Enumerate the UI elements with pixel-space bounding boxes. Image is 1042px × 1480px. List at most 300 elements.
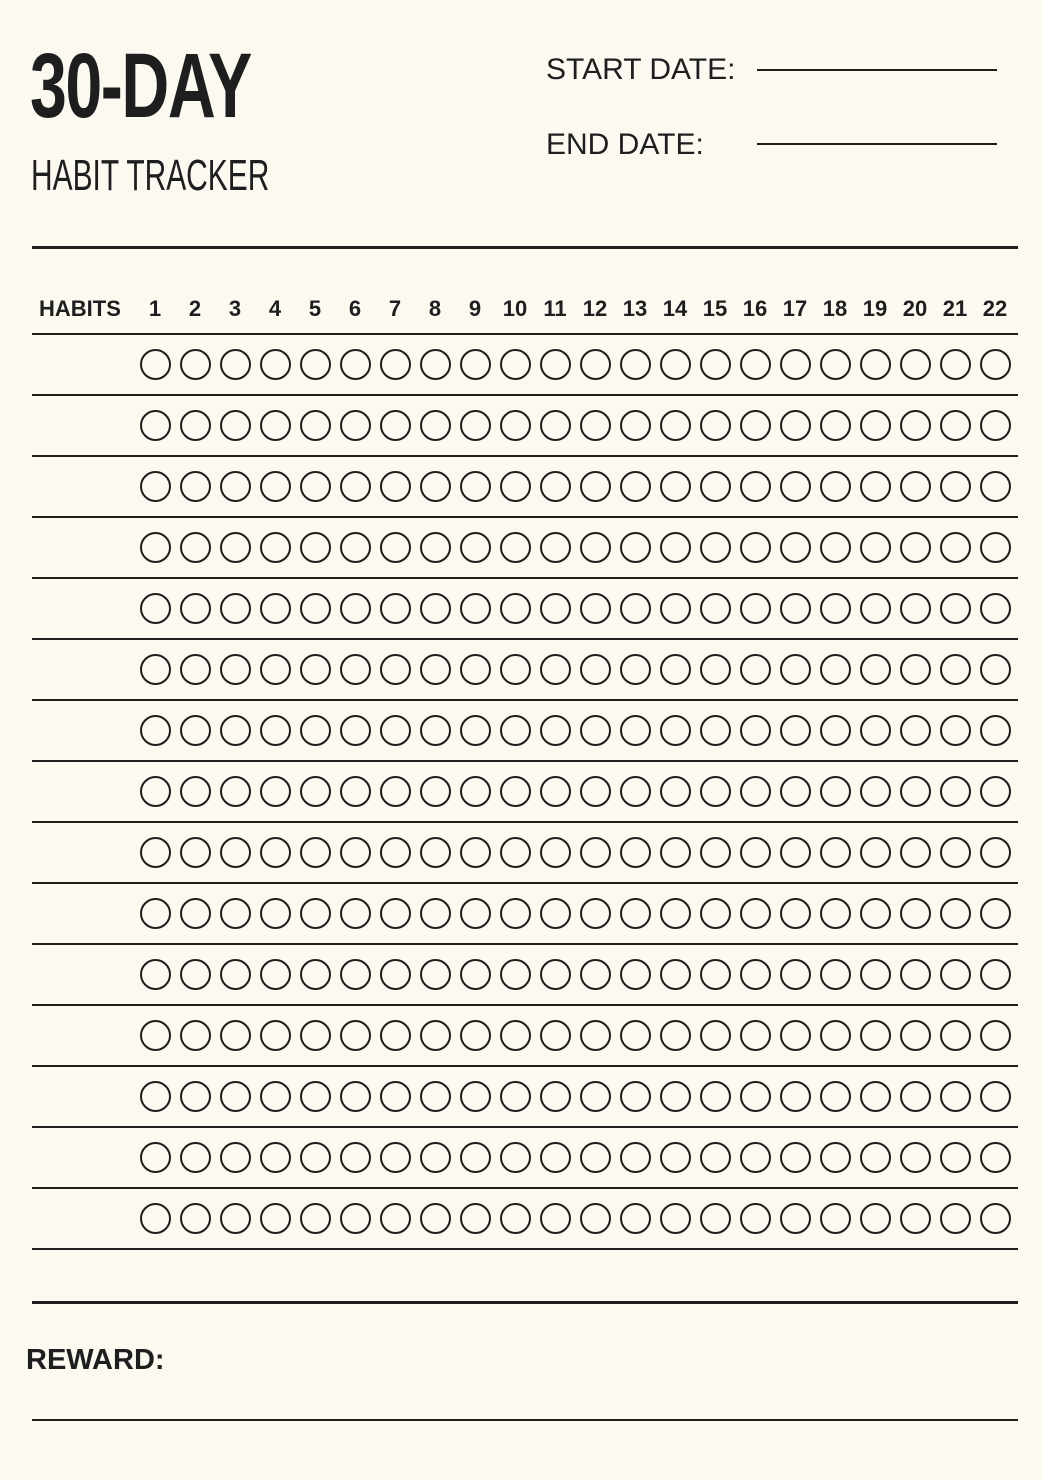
- habit-name-field[interactable]: [32, 945, 132, 1004]
- day-checkbox[interactable]: [420, 715, 451, 746]
- day-checkbox[interactable]: [140, 471, 171, 502]
- day-checkbox[interactable]: [180, 1020, 211, 1051]
- day-checkbox[interactable]: [300, 1142, 331, 1173]
- day-checkbox[interactable]: [660, 471, 691, 502]
- day-checkbox[interactable]: [140, 1020, 171, 1051]
- day-checkbox[interactable]: [620, 898, 651, 929]
- day-checkbox[interactable]: [140, 1142, 171, 1173]
- day-checkbox[interactable]: [260, 349, 291, 380]
- day-checkbox[interactable]: [540, 898, 571, 929]
- day-checkbox[interactable]: [460, 1020, 491, 1051]
- day-checkbox[interactable]: [220, 1203, 251, 1234]
- day-checkbox[interactable]: [900, 898, 931, 929]
- day-checkbox[interactable]: [860, 1020, 891, 1051]
- habit-name-field[interactable]: [32, 1006, 132, 1065]
- day-checkbox[interactable]: [180, 1081, 211, 1112]
- day-checkbox[interactable]: [580, 1081, 611, 1112]
- day-checkbox[interactable]: [740, 593, 771, 624]
- day-checkbox[interactable]: [340, 654, 371, 685]
- day-checkbox[interactable]: [340, 776, 371, 807]
- day-checkbox[interactable]: [900, 1020, 931, 1051]
- day-checkbox[interactable]: [700, 349, 731, 380]
- day-checkbox[interactable]: [500, 410, 531, 441]
- day-checkbox[interactable]: [980, 1203, 1011, 1234]
- day-checkbox[interactable]: [740, 471, 771, 502]
- day-checkbox[interactable]: [220, 349, 251, 380]
- day-checkbox[interactable]: [980, 654, 1011, 685]
- habit-name-field[interactable]: [32, 762, 132, 821]
- day-checkbox[interactable]: [420, 593, 451, 624]
- day-checkbox[interactable]: [700, 1203, 731, 1234]
- day-checkbox[interactable]: [820, 1142, 851, 1173]
- day-checkbox[interactable]: [580, 959, 611, 990]
- day-checkbox[interactable]: [940, 410, 971, 441]
- day-checkbox[interactable]: [540, 410, 571, 441]
- day-checkbox[interactable]: [340, 532, 371, 563]
- day-checkbox[interactable]: [780, 654, 811, 685]
- day-checkbox[interactable]: [580, 593, 611, 624]
- day-checkbox[interactable]: [740, 349, 771, 380]
- day-checkbox[interactable]: [420, 1203, 451, 1234]
- day-checkbox[interactable]: [980, 1081, 1011, 1112]
- day-checkbox[interactable]: [900, 410, 931, 441]
- day-checkbox[interactable]: [140, 410, 171, 441]
- day-checkbox[interactable]: [620, 349, 651, 380]
- day-checkbox[interactable]: [620, 1081, 651, 1112]
- day-checkbox[interactable]: [460, 898, 491, 929]
- day-checkbox[interactable]: [980, 532, 1011, 563]
- day-checkbox[interactable]: [860, 1142, 891, 1173]
- day-checkbox[interactable]: [820, 593, 851, 624]
- day-checkbox[interactable]: [300, 959, 331, 990]
- day-checkbox[interactable]: [500, 715, 531, 746]
- day-checkbox[interactable]: [940, 715, 971, 746]
- day-checkbox[interactable]: [540, 715, 571, 746]
- day-checkbox[interactable]: [580, 837, 611, 868]
- day-checkbox[interactable]: [660, 349, 691, 380]
- day-checkbox[interactable]: [540, 1203, 571, 1234]
- day-checkbox[interactable]: [460, 837, 491, 868]
- day-checkbox[interactable]: [900, 837, 931, 868]
- day-checkbox[interactable]: [340, 1020, 371, 1051]
- day-checkbox[interactable]: [340, 1203, 371, 1234]
- day-checkbox[interactable]: [140, 532, 171, 563]
- day-checkbox[interactable]: [900, 471, 931, 502]
- day-checkbox[interactable]: [540, 837, 571, 868]
- day-checkbox[interactable]: [580, 715, 611, 746]
- day-checkbox[interactable]: [820, 1081, 851, 1112]
- day-checkbox[interactable]: [620, 654, 651, 685]
- day-checkbox[interactable]: [940, 471, 971, 502]
- day-checkbox[interactable]: [820, 532, 851, 563]
- day-checkbox[interactable]: [820, 715, 851, 746]
- day-checkbox[interactable]: [580, 532, 611, 563]
- day-checkbox[interactable]: [780, 1142, 811, 1173]
- day-checkbox[interactable]: [860, 593, 891, 624]
- day-checkbox[interactable]: [860, 410, 891, 441]
- day-checkbox[interactable]: [980, 410, 1011, 441]
- day-checkbox[interactable]: [380, 593, 411, 624]
- day-checkbox[interactable]: [420, 532, 451, 563]
- day-checkbox[interactable]: [260, 532, 291, 563]
- day-checkbox[interactable]: [500, 1142, 531, 1173]
- day-checkbox[interactable]: [220, 1142, 251, 1173]
- day-checkbox[interactable]: [660, 532, 691, 563]
- day-checkbox[interactable]: [580, 898, 611, 929]
- day-checkbox[interactable]: [780, 349, 811, 380]
- day-checkbox[interactable]: [180, 532, 211, 563]
- day-checkbox[interactable]: [980, 898, 1011, 929]
- day-checkbox[interactable]: [940, 898, 971, 929]
- day-checkbox[interactable]: [900, 715, 931, 746]
- day-checkbox[interactable]: [260, 1142, 291, 1173]
- day-checkbox[interactable]: [380, 959, 411, 990]
- day-checkbox[interactable]: [300, 1020, 331, 1051]
- day-checkbox[interactable]: [500, 349, 531, 380]
- day-checkbox[interactable]: [700, 776, 731, 807]
- day-checkbox[interactable]: [700, 1142, 731, 1173]
- day-checkbox[interactable]: [220, 532, 251, 563]
- day-checkbox[interactable]: [780, 1020, 811, 1051]
- day-checkbox[interactable]: [140, 654, 171, 685]
- day-checkbox[interactable]: [460, 532, 491, 563]
- day-checkbox[interactable]: [420, 776, 451, 807]
- habit-name-field[interactable]: [32, 701, 132, 760]
- day-checkbox[interactable]: [340, 471, 371, 502]
- day-checkbox[interactable]: [420, 1081, 451, 1112]
- day-checkbox[interactable]: [300, 654, 331, 685]
- day-checkbox[interactable]: [780, 837, 811, 868]
- day-checkbox[interactable]: [220, 1020, 251, 1051]
- day-checkbox[interactable]: [580, 1203, 611, 1234]
- day-checkbox[interactable]: [260, 837, 291, 868]
- day-checkbox[interactable]: [500, 1203, 531, 1234]
- day-checkbox[interactable]: [660, 898, 691, 929]
- day-checkbox[interactable]: [900, 1081, 931, 1112]
- day-checkbox[interactable]: [500, 654, 531, 685]
- day-checkbox[interactable]: [140, 715, 171, 746]
- day-checkbox[interactable]: [620, 776, 651, 807]
- day-checkbox[interactable]: [300, 593, 331, 624]
- day-checkbox[interactable]: [820, 776, 851, 807]
- day-checkbox[interactable]: [300, 471, 331, 502]
- day-checkbox[interactable]: [860, 1081, 891, 1112]
- day-checkbox[interactable]: [340, 959, 371, 990]
- day-checkbox[interactable]: [740, 654, 771, 685]
- day-checkbox[interactable]: [820, 471, 851, 502]
- day-checkbox[interactable]: [940, 837, 971, 868]
- day-checkbox[interactable]: [460, 959, 491, 990]
- day-checkbox[interactable]: [620, 837, 651, 868]
- day-checkbox[interactable]: [420, 898, 451, 929]
- habit-name-field[interactable]: [32, 640, 132, 699]
- day-checkbox[interactable]: [900, 959, 931, 990]
- day-checkbox[interactable]: [820, 959, 851, 990]
- day-checkbox[interactable]: [940, 349, 971, 380]
- day-checkbox[interactable]: [980, 776, 1011, 807]
- day-checkbox[interactable]: [740, 715, 771, 746]
- habit-name-field[interactable]: [32, 396, 132, 455]
- day-checkbox[interactable]: [500, 1020, 531, 1051]
- day-checkbox[interactable]: [300, 532, 331, 563]
- day-checkbox[interactable]: [900, 654, 931, 685]
- day-checkbox[interactable]: [460, 715, 491, 746]
- day-checkbox[interactable]: [220, 837, 251, 868]
- day-checkbox[interactable]: [500, 776, 531, 807]
- day-checkbox[interactable]: [740, 1142, 771, 1173]
- day-checkbox[interactable]: [300, 349, 331, 380]
- day-checkbox[interactable]: [220, 593, 251, 624]
- day-checkbox[interactable]: [260, 654, 291, 685]
- day-checkbox[interactable]: [260, 1203, 291, 1234]
- day-checkbox[interactable]: [260, 593, 291, 624]
- day-checkbox[interactable]: [380, 1142, 411, 1173]
- day-checkbox[interactable]: [860, 715, 891, 746]
- day-checkbox[interactable]: [180, 349, 211, 380]
- day-checkbox[interactable]: [180, 471, 211, 502]
- day-checkbox[interactable]: [500, 837, 531, 868]
- day-checkbox[interactable]: [180, 898, 211, 929]
- habit-name-field[interactable]: [32, 457, 132, 516]
- day-checkbox[interactable]: [580, 776, 611, 807]
- day-checkbox[interactable]: [580, 1020, 611, 1051]
- day-checkbox[interactable]: [860, 471, 891, 502]
- day-checkbox[interactable]: [700, 654, 731, 685]
- day-checkbox[interactable]: [300, 1203, 331, 1234]
- day-checkbox[interactable]: [900, 1203, 931, 1234]
- day-checkbox[interactable]: [460, 1142, 491, 1173]
- day-checkbox[interactable]: [500, 898, 531, 929]
- day-checkbox[interactable]: [260, 959, 291, 990]
- day-checkbox[interactable]: [220, 654, 251, 685]
- day-checkbox[interactable]: [940, 1081, 971, 1112]
- day-checkbox[interactable]: [940, 593, 971, 624]
- day-checkbox[interactable]: [740, 776, 771, 807]
- day-checkbox[interactable]: [380, 1020, 411, 1051]
- day-checkbox[interactable]: [420, 959, 451, 990]
- day-checkbox[interactable]: [420, 410, 451, 441]
- day-checkbox[interactable]: [700, 471, 731, 502]
- day-checkbox[interactable]: [460, 654, 491, 685]
- day-checkbox[interactable]: [380, 532, 411, 563]
- day-checkbox[interactable]: [820, 1203, 851, 1234]
- day-checkbox[interactable]: [700, 1020, 731, 1051]
- habit-name-field[interactable]: [32, 1189, 132, 1248]
- day-checkbox[interactable]: [460, 410, 491, 441]
- day-checkbox[interactable]: [540, 654, 571, 685]
- day-checkbox[interactable]: [620, 532, 651, 563]
- day-checkbox[interactable]: [380, 349, 411, 380]
- day-checkbox[interactable]: [180, 1142, 211, 1173]
- habit-name-field[interactable]: [32, 1067, 132, 1126]
- day-checkbox[interactable]: [460, 349, 491, 380]
- day-checkbox[interactable]: [780, 776, 811, 807]
- day-checkbox[interactable]: [820, 410, 851, 441]
- day-checkbox[interactable]: [860, 959, 891, 990]
- day-checkbox[interactable]: [500, 532, 531, 563]
- day-checkbox[interactable]: [420, 471, 451, 502]
- day-checkbox[interactable]: [820, 1020, 851, 1051]
- day-checkbox[interactable]: [380, 715, 411, 746]
- day-checkbox[interactable]: [380, 471, 411, 502]
- day-checkbox[interactable]: [780, 1203, 811, 1234]
- day-checkbox[interactable]: [340, 1081, 371, 1112]
- day-checkbox[interactable]: [140, 959, 171, 990]
- day-checkbox[interactable]: [220, 1081, 251, 1112]
- day-checkbox[interactable]: [460, 776, 491, 807]
- day-checkbox[interactable]: [500, 593, 531, 624]
- day-checkbox[interactable]: [820, 349, 851, 380]
- day-checkbox[interactable]: [300, 1081, 331, 1112]
- day-checkbox[interactable]: [780, 532, 811, 563]
- day-checkbox[interactable]: [780, 715, 811, 746]
- day-checkbox[interactable]: [700, 410, 731, 441]
- day-checkbox[interactable]: [300, 410, 331, 441]
- day-checkbox[interactable]: [340, 715, 371, 746]
- day-checkbox[interactable]: [340, 898, 371, 929]
- day-checkbox[interactable]: [900, 532, 931, 563]
- day-checkbox[interactable]: [860, 776, 891, 807]
- day-checkbox[interactable]: [700, 593, 731, 624]
- day-checkbox[interactable]: [660, 776, 691, 807]
- day-checkbox[interactable]: [220, 898, 251, 929]
- day-checkbox[interactable]: [580, 349, 611, 380]
- day-checkbox[interactable]: [260, 471, 291, 502]
- day-checkbox[interactable]: [540, 593, 571, 624]
- day-checkbox[interactable]: [660, 959, 691, 990]
- day-checkbox[interactable]: [380, 410, 411, 441]
- day-checkbox[interactable]: [620, 1203, 651, 1234]
- day-checkbox[interactable]: [980, 837, 1011, 868]
- day-checkbox[interactable]: [940, 1142, 971, 1173]
- day-checkbox[interactable]: [180, 654, 211, 685]
- day-checkbox[interactable]: [740, 1081, 771, 1112]
- day-checkbox[interactable]: [700, 959, 731, 990]
- day-checkbox[interactable]: [180, 1203, 211, 1234]
- start-date-field[interactable]: [757, 69, 997, 71]
- day-checkbox[interactable]: [340, 349, 371, 380]
- day-checkbox[interactable]: [780, 593, 811, 624]
- day-checkbox[interactable]: [900, 776, 931, 807]
- day-checkbox[interactable]: [980, 1020, 1011, 1051]
- day-checkbox[interactable]: [460, 471, 491, 502]
- day-checkbox[interactable]: [620, 593, 651, 624]
- day-checkbox[interactable]: [540, 471, 571, 502]
- day-checkbox[interactable]: [420, 1142, 451, 1173]
- day-checkbox[interactable]: [260, 1020, 291, 1051]
- day-checkbox[interactable]: [380, 837, 411, 868]
- day-checkbox[interactable]: [620, 410, 651, 441]
- day-checkbox[interactable]: [620, 1020, 651, 1051]
- day-checkbox[interactable]: [940, 1203, 971, 1234]
- day-checkbox[interactable]: [940, 776, 971, 807]
- day-checkbox[interactable]: [820, 898, 851, 929]
- day-checkbox[interactable]: [380, 776, 411, 807]
- day-checkbox[interactable]: [260, 715, 291, 746]
- day-checkbox[interactable]: [260, 776, 291, 807]
- day-checkbox[interactable]: [660, 654, 691, 685]
- day-checkbox[interactable]: [340, 837, 371, 868]
- day-checkbox[interactable]: [420, 654, 451, 685]
- day-checkbox[interactable]: [220, 471, 251, 502]
- day-checkbox[interactable]: [740, 837, 771, 868]
- day-checkbox[interactable]: [180, 715, 211, 746]
- day-checkbox[interactable]: [900, 1142, 931, 1173]
- day-checkbox[interactable]: [500, 959, 531, 990]
- day-checkbox[interactable]: [140, 349, 171, 380]
- day-checkbox[interactable]: [860, 349, 891, 380]
- day-checkbox[interactable]: [980, 959, 1011, 990]
- day-checkbox[interactable]: [300, 898, 331, 929]
- habit-name-field[interactable]: [32, 518, 132, 577]
- day-checkbox[interactable]: [540, 349, 571, 380]
- day-checkbox[interactable]: [300, 837, 331, 868]
- day-checkbox[interactable]: [940, 654, 971, 685]
- reward-field[interactable]: [32, 1419, 1018, 1421]
- day-checkbox[interactable]: [620, 715, 651, 746]
- day-checkbox[interactable]: [580, 654, 611, 685]
- day-checkbox[interactable]: [700, 898, 731, 929]
- day-checkbox[interactable]: [460, 1081, 491, 1112]
- habit-name-field[interactable]: [32, 1128, 132, 1187]
- day-checkbox[interactable]: [660, 1020, 691, 1051]
- day-checkbox[interactable]: [540, 1020, 571, 1051]
- day-checkbox[interactable]: [540, 1142, 571, 1173]
- day-checkbox[interactable]: [620, 1142, 651, 1173]
- day-checkbox[interactable]: [420, 1020, 451, 1051]
- day-checkbox[interactable]: [660, 593, 691, 624]
- day-checkbox[interactable]: [500, 1081, 531, 1112]
- day-checkbox[interactable]: [700, 715, 731, 746]
- day-checkbox[interactable]: [180, 776, 211, 807]
- day-checkbox[interactable]: [780, 410, 811, 441]
- day-checkbox[interactable]: [300, 715, 331, 746]
- day-checkbox[interactable]: [940, 532, 971, 563]
- day-checkbox[interactable]: [740, 898, 771, 929]
- day-checkbox[interactable]: [620, 471, 651, 502]
- day-checkbox[interactable]: [660, 1081, 691, 1112]
- day-checkbox[interactable]: [940, 1020, 971, 1051]
- day-checkbox[interactable]: [140, 593, 171, 624]
- day-checkbox[interactable]: [740, 959, 771, 990]
- day-checkbox[interactable]: [340, 410, 371, 441]
- day-checkbox[interactable]: [420, 837, 451, 868]
- day-checkbox[interactable]: [220, 410, 251, 441]
- day-checkbox[interactable]: [220, 715, 251, 746]
- day-checkbox[interactable]: [780, 471, 811, 502]
- day-checkbox[interactable]: [660, 837, 691, 868]
- day-checkbox[interactable]: [740, 532, 771, 563]
- day-checkbox[interactable]: [700, 837, 731, 868]
- day-checkbox[interactable]: [140, 898, 171, 929]
- day-checkbox[interactable]: [460, 1203, 491, 1234]
- day-checkbox[interactable]: [660, 1142, 691, 1173]
- day-checkbox[interactable]: [340, 1142, 371, 1173]
- day-checkbox[interactable]: [980, 1142, 1011, 1173]
- day-checkbox[interactable]: [660, 410, 691, 441]
- day-checkbox[interactable]: [980, 471, 1011, 502]
- day-checkbox[interactable]: [780, 959, 811, 990]
- day-checkbox[interactable]: [380, 898, 411, 929]
- day-checkbox[interactable]: [220, 776, 251, 807]
- day-checkbox[interactable]: [460, 593, 491, 624]
- day-checkbox[interactable]: [700, 532, 731, 563]
- day-checkbox[interactable]: [380, 1081, 411, 1112]
- day-checkbox[interactable]: [260, 1081, 291, 1112]
- day-checkbox[interactable]: [660, 715, 691, 746]
- day-checkbox[interactable]: [540, 776, 571, 807]
- day-checkbox[interactable]: [380, 1203, 411, 1234]
